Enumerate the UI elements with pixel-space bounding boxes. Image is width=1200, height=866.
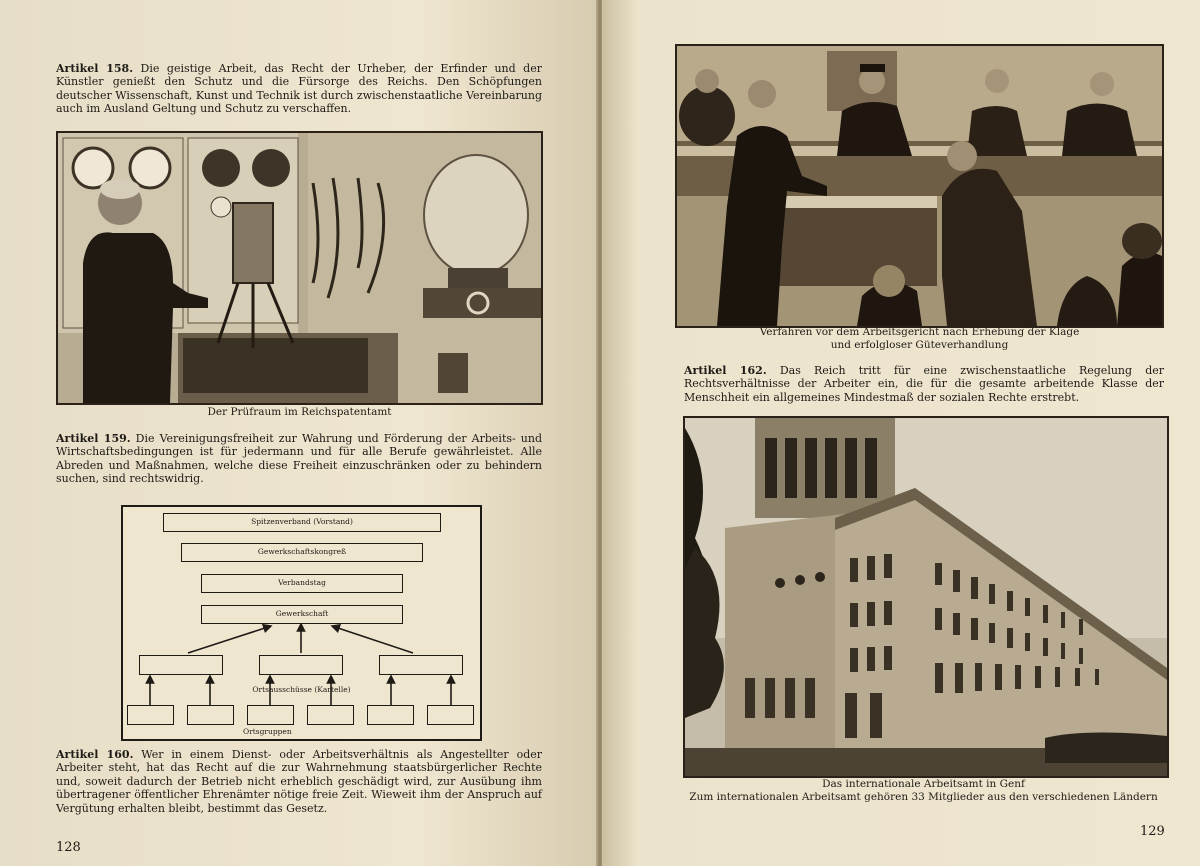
patent-office-photo	[56, 131, 543, 405]
diagram-level-4-box	[201, 605, 403, 624]
article-158-label: Artikel 158.	[56, 62, 134, 75]
article-160	[56, 748, 542, 815]
diagram-group-box-2	[187, 705, 234, 725]
labour-court-photo	[675, 44, 1164, 328]
labour-court-caption-line-2: und erfolgloser Güteverhandlung	[830, 338, 1009, 351]
page-number-right: 129	[1140, 824, 1165, 839]
diagram-group-box-5	[367, 705, 414, 725]
union-structure-diagram	[121, 505, 482, 741]
article-159-body: Die Vereinigungsfreiheit zur Wahrung und Förderung der Arbeits- und Wirtschaftsbedingungen ist für jedermann und für alle Berufe gewährleistet. Alle Abreden und Maßnahmen, welche diese Freiheit einzuschränken oder zu behindern suchen, sind rechtswidrig.	[56, 432, 543, 486]
ilo-building-caption-line-1: Das internationale Arbeitsamt in Genf	[822, 778, 1025, 790]
article-158	[56, 62, 542, 116]
patent-office-caption: Der Prüfraum im Reichspatentamt	[207, 406, 392, 418]
diagram-level-1-box: Spitzenverband (Vorstand)	[163, 513, 441, 532]
ilo-building-caption-line-2: Zum internationalen Arbeitsamt gehören 33 Mitglieder aus den verschiedenen Ländern	[689, 790, 1158, 803]
diagram-cartel-box-3	[379, 655, 463, 675]
diagram-group-box-6	[427, 705, 474, 725]
labour-court-caption-line-1: Verfahren vor dem Arbeitsgericht nach Erhebung der Klage	[759, 326, 1080, 338]
page-number-left: 128	[56, 840, 81, 855]
article-158-body: Die geistige Arbeit, das Recht der Urheber, der Erfinder und der Künstler genießt den Schutz und die Fürsorge des Reichs. Den Schöpfungen deutscher Wissenschaft, Kunst und Technik ist durch zwischenstaatliche Vereinbarung auch im Ausland Geltung und Schutz zu verschaffen.	[56, 62, 542, 116]
article-160-label: Artikel 160.	[56, 748, 134, 761]
diagram-cartel-box-1	[139, 655, 223, 675]
ilo-building-photo	[683, 416, 1169, 778]
article-162-body: Das Reich tritt für eine zwischenstaatliche Regelung der Rechtsverhältnisse der Arbeiter ein, die für die gesamte arbeitende Klasse der Menschheit ein allgemeines Mindestmaß der sozialen Rechte erstrebt.	[684, 364, 1165, 404]
diagram-cartel-box-2	[259, 655, 343, 675]
article-159-label: Artikel 159.	[56, 432, 131, 445]
left-page	[0, 0, 598, 866]
article-162	[684, 364, 1164, 404]
article-162-label: Artikel 162.	[684, 364, 767, 377]
diagram-level-4-label: Gewerkschaft	[275, 609, 329, 618]
ilo-building-caption	[675, 778, 1172, 803]
article-159	[56, 432, 542, 486]
diagram-group-box-1	[127, 705, 174, 725]
labour-court-caption	[675, 326, 1164, 351]
diagram-level-2-box: Gewerkschaftskongreß	[181, 543, 423, 562]
diagram-group-box-3	[247, 705, 294, 725]
diagram-middle-label: Ortsausschüsse (Kartelle)	[252, 685, 351, 694]
article-160-body: Wer in einem Dienst- oder Arbeitsverhältnis als Angestellter oder Arbeiter steht, hat das Recht auf die zur Wahrnehmung staatsbürgerlicher Rechte und, soweit dadurch der Betrieb nicht erheblich geschädigt wird, zur Ausübung ihm übertragener öffentlicher Ehrenämter nötige freie Zeit. Wieweit ihm der Anspruch auf Vergütung erhalten bleibt, bestimmt das Gesetz.	[56, 748, 543, 815]
right-page	[602, 0, 1200, 866]
diagram-bottom-label: Ortsgruppen	[243, 727, 292, 736]
diagram-level-3-box: Verbandstag	[201, 574, 403, 593]
diagram-group-box-4	[307, 705, 354, 725]
